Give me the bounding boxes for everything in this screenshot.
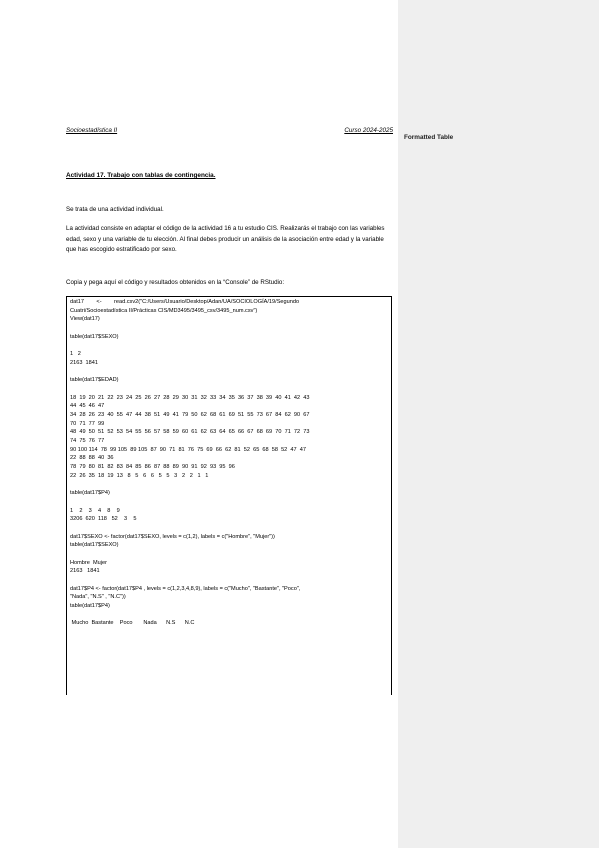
code-line: table(dat17$P4)	[70, 490, 110, 497]
code-line: dat17 <- read.csv2("C:/Users/Usuario/Desktop/Adan/UA/SOCIOLOGÍA/19/Segundo	[70, 299, 300, 305]
paragraph-instructions: La actividad consiste en adaptar el código de la actividad 16 a tu estudio CIS. Realizarás el trabajo con las variables edad, sexo y una variable de tu elección. Al final debes producir un análisis de la asociación entre edad y la variable que has escogido estratificado por sexo.	[66, 225, 385, 254]
paragraph-intro: Se trata de una actividad individual.	[66, 206, 164, 213]
code-line: 3206 620 118 52 3 5	[70, 516, 137, 523]
code-line	[70, 550, 391, 559]
code-line: dat17$P4 <- factor(dat17$P4 , levels = c(1,2,3,4,8,9), labels = c("Mucho", "Bastante", "Poco",	[70, 585, 301, 592]
code-line	[70, 576, 391, 585]
code-line: table(dat17$P4)	[70, 603, 110, 610]
code-line	[70, 368, 391, 377]
code-line	[70, 498, 391, 507]
code-line	[70, 324, 391, 333]
code-line: 22 88 88 40 36	[70, 455, 114, 462]
header-year: Curso 2024-2025	[344, 127, 393, 134]
code-line: 1 2	[70, 351, 81, 358]
code-line	[70, 480, 391, 489]
code-line: View(dat17)	[70, 316, 100, 323]
code-line: Mucho Bastante Poco Nada N.S N.C	[70, 620, 195, 627]
document-page	[66, 0, 396, 848]
code-line: "Nada", "N.S" , "N.C"))	[70, 594, 126, 601]
code-line	[70, 524, 391, 533]
code-line: table(dat17$EDAD)	[70, 377, 119, 384]
code-line: 90 100 114 78 99 105 89 105 87 90 71 81 76 75 69 66 62 81 52 65 68 58 52 47 47	[70, 446, 306, 453]
comment-sidebar	[398, 0, 599, 848]
code-line: Cuatri/Socioestadística II/Prácticas CIS/MD3495/3495_csv/3495_num.csv")	[70, 307, 258, 314]
paragraph-copy-paste: Copia y pega aquí el código y resultados obtenidos en la “Console” de RStudio:	[66, 279, 285, 286]
code-line: 48 49 50 51 52 53 54 55 56 57 58 59 60 61 62 63 64 65 66 67 68 69 70 71 72 73	[70, 429, 310, 436]
activity-title: Actividad 17. Trabajo con tablas de contingencia.	[66, 172, 216, 179]
code-line: 18 19 20 21 22 23 24 25 26 27 28 29 30 31 32 33 34 35 36 37 38 39 40 41 42 43	[70, 394, 310, 401]
code-line: 2163 1841	[70, 568, 100, 575]
code-line: table(dat17$SEXO)	[70, 333, 119, 340]
code-line: 1 2 3 4 8 9	[70, 507, 120, 514]
header-course: Socioestadística II	[66, 127, 118, 134]
code-line	[70, 385, 391, 394]
code-line: dat17$SEXO <- factor(dat17$SEXO, levels = c(1,2), labels = c("Hombre", "Mujer"))	[70, 533, 275, 540]
code-line	[70, 611, 391, 620]
code-line: 70 71 77 99	[70, 420, 105, 427]
code-line: 78 79 80 81 82 83 84 85 86 87 88 89 90 91 92 93 95 96	[70, 464, 235, 471]
code-line	[70, 341, 391, 350]
code-line: Hombre Mujer	[70, 559, 107, 566]
code-line: table(dat17$SEXO)	[70, 542, 119, 549]
code-line: 2163 1841	[70, 359, 98, 366]
code-line: 22 26 35 18 19 13 8 5 6 6 5 5 3 2 2 1 1	[70, 472, 209, 479]
code-output-box	[66, 296, 392, 695]
formatted-table-label: Formatted Table	[404, 134, 454, 141]
code-line: 34 28 26 23 40 55 47 44 38 51 49 41 79 50 62 68 61 69 51 55 73 67 84 62 90 67	[70, 411, 310, 418]
code-line: 44 45 46 47	[70, 403, 105, 410]
code-line: 74 75 76 77	[70, 438, 105, 444]
